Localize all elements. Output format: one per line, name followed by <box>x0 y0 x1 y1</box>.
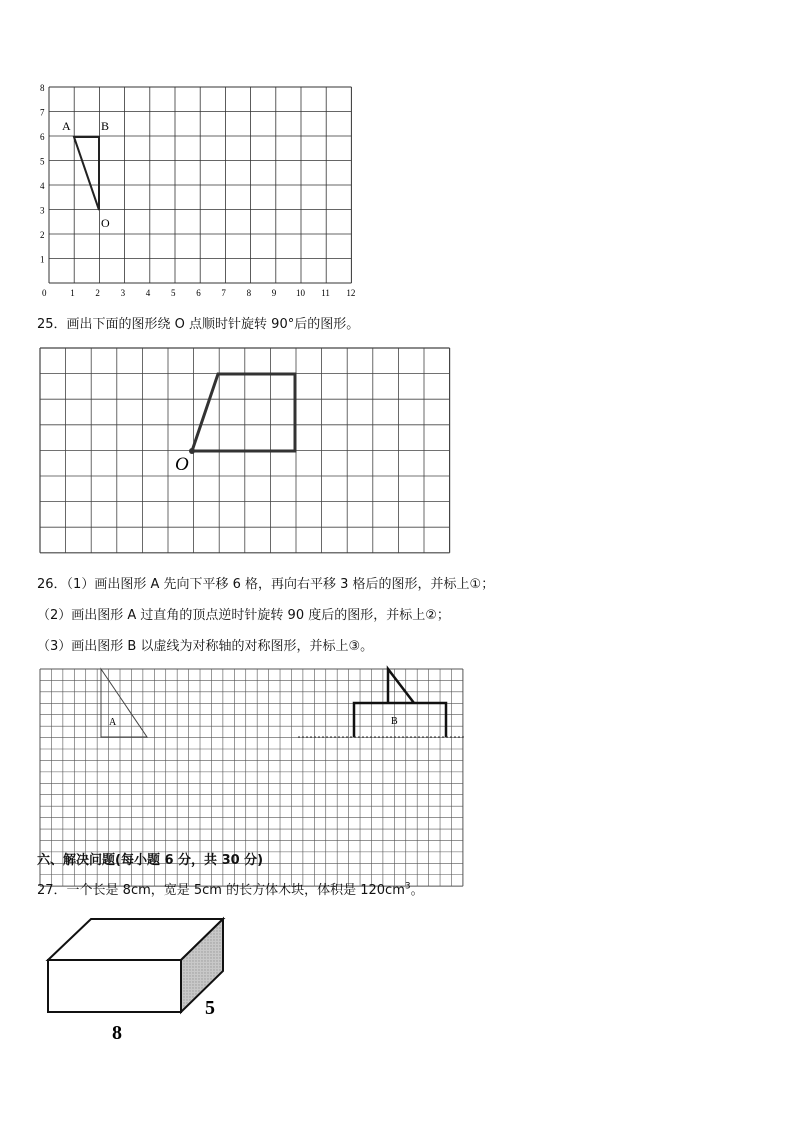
x-tick-label: 0 <box>42 288 47 298</box>
x-tick-label: 1 <box>70 288 75 298</box>
x-tick-label: 7 <box>221 288 226 298</box>
question-25-text: 25．画出下面的图形绕 O 点顺时针旋转 90°后的图形。 <box>37 317 360 332</box>
y-tick-label: 2 <box>40 230 45 240</box>
point-b-label: B <box>101 119 110 133</box>
shape-a-label: A <box>109 717 117 728</box>
y-tick-label: 6 <box>40 132 45 142</box>
y-tick-label: 5 <box>40 156 45 167</box>
y-tick-label: 4 <box>40 181 45 191</box>
question-26-line3: （3）画出图形 B 以虚线为对称轴的对称图形，并标上③。 <box>37 639 374 654</box>
length-label: 8 <box>112 1022 122 1044</box>
y-tick-label: 3 <box>40 205 45 216</box>
cuboid-front-face <box>48 960 181 1012</box>
x-tick-label: 8 <box>246 288 252 298</box>
x-tick-label: 6 <box>196 288 201 298</box>
x-tick-label: 3 <box>120 288 126 298</box>
question-27-end: 。 <box>410 883 424 898</box>
y-tick-label: 1 <box>40 254 45 265</box>
width-label: 5 <box>205 997 215 1019</box>
point-a-label: A <box>62 119 71 133</box>
x-tick-label: 9 <box>271 288 277 298</box>
section-6-heading: 六、解决问题(每小题 6 分，共 30 分) <box>37 853 264 868</box>
x-tick-label: 11 <box>321 288 330 298</box>
question-27-main: 27．一个长是 8cm，宽是 5cm 的长方体木块，体积是 120cm <box>37 883 405 898</box>
x-tick-label: 2 <box>95 288 100 298</box>
point-o-label: O <box>101 216 110 230</box>
x-tick-label: 4 <box>145 288 151 298</box>
y-tick-label: 8 <box>40 83 45 93</box>
shape-b-label: B <box>391 716 398 727</box>
question-26-line2: （2）画出图形 A 过直角的顶点逆时针旋转 90 度后的图形，并标上②； <box>37 608 450 623</box>
x-tick-label: 12 <box>346 288 356 298</box>
y-tick-label: 7 <box>40 107 45 118</box>
question-26-line1: 26．（1）画出图形 A 先向下平移 6 格，再向右平移 3 格后的图形，并标上①； <box>37 577 495 592</box>
superscript-3: 3 <box>404 881 411 892</box>
x-tick-label: 5 <box>171 288 176 298</box>
point-o-label: O <box>175 454 189 475</box>
x-tick-label: 10 <box>296 288 305 298</box>
